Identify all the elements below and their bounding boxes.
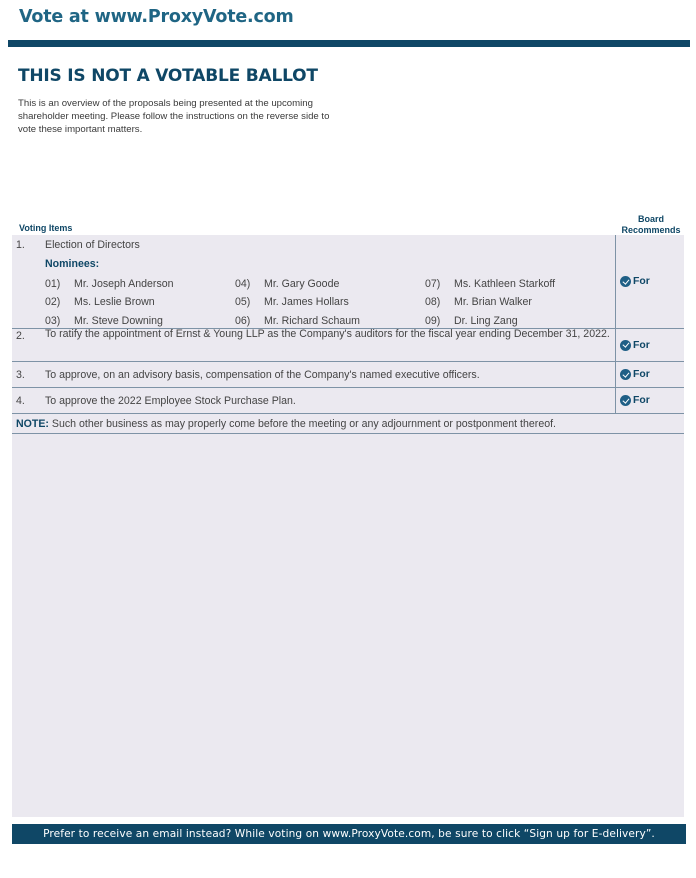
- nominee-name: Dr. Ling Zang: [454, 315, 518, 327]
- column-header-board-recommends: [614, 214, 688, 236]
- voting-items-table: [12, 235, 684, 434]
- e-delivery-banner: Prefer to receive an email instead? While voting on www.ProxyVote.com, be sure to click “Sign up for E-delivery”.: [12, 824, 686, 844]
- nominee-name: Mr. James Hollars: [264, 296, 349, 308]
- nominee: [425, 278, 555, 290]
- nominee-name: Mr. Richard Schaum: [264, 315, 360, 327]
- table-row: [12, 329, 684, 362]
- board-recommendation: [615, 388, 650, 413]
- board-recommendation: [615, 235, 650, 328]
- item-number: 1.: [16, 239, 25, 251]
- nominee-number: 08): [425, 296, 441, 308]
- item-text: To ratify the appointment of Ernst & Young LLP as the Company's auditors for the fiscal year ending December 31, 2022.: [45, 328, 610, 340]
- nominee-number: 07): [425, 278, 441, 290]
- nominee-number: 06): [235, 315, 251, 327]
- recommends-label: Recommends: [621, 225, 681, 235]
- table-row: [12, 235, 684, 329]
- nominee-number: 01): [45, 278, 61, 290]
- nominee: [425, 296, 532, 308]
- page-title: THIS IS NOT A VOTABLE BALLOT: [18, 66, 318, 86]
- nominee-name: Ms. Leslie Brown: [74, 296, 155, 308]
- nominee: [235, 315, 360, 327]
- nominee: [235, 296, 349, 308]
- board-label: Board: [637, 214, 664, 224]
- nominee-number: 03): [45, 315, 61, 327]
- item-number: 4.: [16, 395, 25, 407]
- recommendation-label: For: [633, 339, 650, 351]
- item-title: Election of Directors: [45, 239, 140, 251]
- note-body: Such other business as may properly come before the meeting or any adjournment or postponment thereof.: [48, 418, 556, 430]
- nominee: [425, 315, 518, 327]
- recommendation-label: For: [633, 395, 650, 406]
- nominee-number: 04): [235, 278, 251, 290]
- check-circle-icon: [620, 276, 631, 287]
- board-recommendation: [615, 362, 650, 387]
- column-header-voting-items: Voting Items: [19, 223, 73, 233]
- note-row: [12, 414, 684, 434]
- note-label: NOTE:: [16, 418, 49, 430]
- check-circle-icon: [620, 369, 631, 380]
- nominee: [235, 278, 339, 290]
- nominees-label: Nominees:: [45, 258, 100, 270]
- nominee-name: Mr. Brian Walker: [454, 296, 532, 308]
- table-row: [12, 362, 684, 388]
- item-number: 3.: [16, 369, 25, 381]
- nominee-name: Ms. Kathleen Starkoff: [454, 278, 556, 290]
- header-divider: [8, 40, 690, 47]
- nominee-number: 02): [45, 296, 61, 308]
- check-circle-icon: [620, 340, 631, 351]
- site-title: Vote at www.ProxyVote.com: [19, 7, 294, 27]
- intro-text: This is an overview of the proposals being presented at the upcoming shareholder meeting. Please follow the instructions on the reverse side to vote these important matters.: [18, 98, 330, 135]
- table-row: [12, 388, 684, 414]
- note-text: [16, 418, 556, 430]
- recommendation-label: For: [633, 276, 650, 287]
- board-recommendation: [615, 329, 650, 361]
- nominee-number: 09): [425, 315, 441, 327]
- nominee: [45, 315, 163, 327]
- nominee: [45, 278, 174, 290]
- item-text: To approve, on an advisory basis, compensation of the Company's named executive officers.: [45, 369, 480, 381]
- nominee-name: Mr. Joseph Anderson: [74, 278, 174, 290]
- item-number: 2.: [16, 330, 25, 342]
- nominee: [45, 296, 155, 308]
- recommendation-label: For: [633, 369, 650, 380]
- nominee-name: Mr. Steve Downing: [74, 315, 163, 327]
- nominee-name: Mr. Gary Goode: [264, 278, 340, 290]
- nominee-number: 05): [235, 296, 251, 308]
- item-text: To approve the 2022 Employee Stock Purchase Plan.: [45, 395, 296, 407]
- check-circle-icon: [620, 395, 631, 406]
